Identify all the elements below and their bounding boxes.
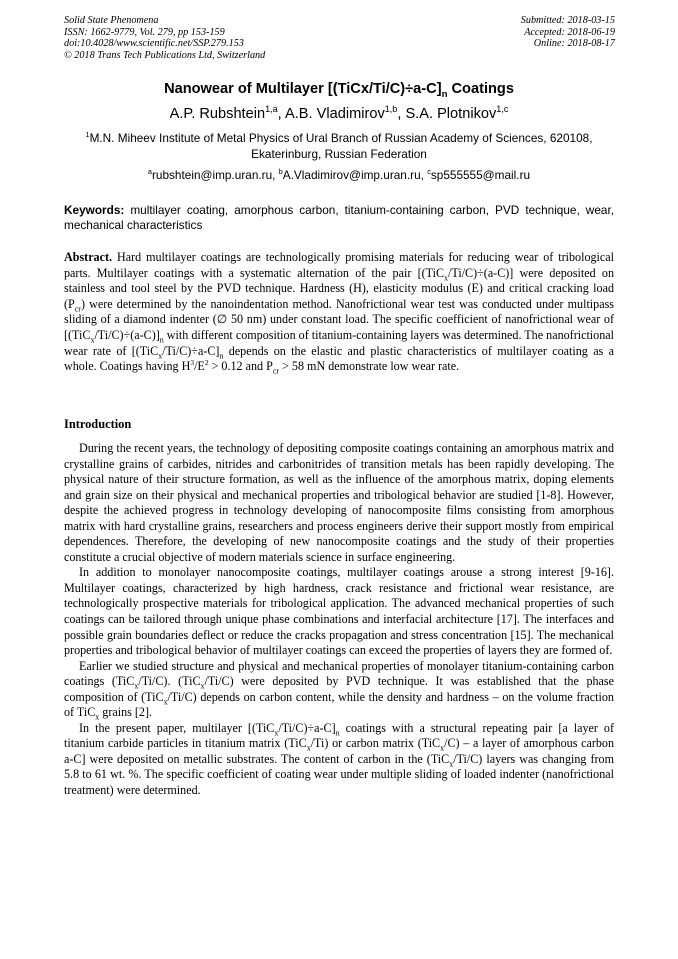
affiliation-mark: 1	[85, 130, 90, 140]
text-run: /Ti/C)÷a-C]	[162, 343, 220, 358]
text-run: /Ti) or carbon matrix (TiC	[310, 736, 441, 751]
paragraph	[64, 659, 614, 721]
subscript: x	[158, 350, 163, 360]
paragraph	[64, 441, 614, 565]
text-run: with different composition of titanium-containing layers was determined. The nanofrictional wear rate of [(TiC	[64, 327, 614, 358]
submitted-date: Submitted: 2018-03-15	[520, 15, 615, 26]
subscript: x	[306, 743, 311, 753]
email-link[interactable]: A.Vladimirov@imp.uran.ru	[282, 168, 421, 182]
keywords-text: multilayer coating, amorphous carbon, titanium-containing carbon, PVD technique, wear, mechanical characteristics	[64, 203, 614, 232]
author-separator: ,	[277, 106, 285, 122]
subscript: cr	[74, 304, 81, 314]
superscript: 3	[190, 358, 195, 368]
text-run: /C) – a layer of amorphous carbon a-C] were deposited on metallic substrates. The content of carbon in the (TiC	[64, 736, 615, 766]
author-name: A.B. Vladimirov	[284, 106, 385, 122]
journal-issn: ISSN: 1662-9779, Vol. 279, pp 153-159	[64, 26, 225, 38]
subscript: n	[159, 335, 164, 345]
author-affiliation-mark: 1,b	[384, 104, 398, 115]
text-run: Hard multilayer coatings are technologically promising materials for reducing wear of tribological parts. Multilayer coatings with a systematic alternation of the pair [(TiC	[64, 250, 614, 280]
subscript: x	[90, 335, 95, 345]
email-mark: c	[427, 167, 431, 177]
text-run: depends on the elastic and plastic characteristics of multilayer coating as a whole. Coatings having H	[64, 343, 614, 374]
title-subscript: n	[441, 88, 448, 100]
abstract	[64, 250, 614, 375]
subscript: x	[440, 743, 445, 753]
text-run: Earlier we studied structure and physical and mechanical properties of monolayer titanium-containing carbon coatings (TiC	[64, 658, 614, 689]
journal-info	[64, 15, 265, 61]
text-run: /Ti/C). (TiC	[138, 674, 201, 689]
email-list: $^a$rubshtein@imp.uran.ru, $^b$A.Vladimirov@imp.uran.ru, $^c$sp555555@mail.ru	[147, 167, 531, 182]
author-affiliation-mark: 1,a	[265, 104, 278, 115]
author-name: S.A. Plotnikov	[405, 106, 497, 122]
section-heading-introduction: Introduction	[64, 417, 132, 431]
email-mark: a	[147, 167, 152, 177]
email-link[interactable]: rubshtein@imp.uran.ru	[151, 168, 273, 182]
subscript: x	[163, 697, 168, 707]
author-name: A.P. Rubshtein	[169, 106, 266, 122]
keywords-label: Keywords:	[64, 203, 125, 217]
online-date: Online: 2018-08-17	[533, 38, 615, 50]
affiliation-text: M.N. Miheev Institute of Metal Physics of Ural Branch of Russian Academy of Sciences, 620108, Ekaterinburg, Russian Federation	[89, 131, 593, 161]
subscript: x	[95, 712, 100, 722]
text-run: /Ti/C) were deposited by PVD technique. It was established that the phase composition of (TiC	[64, 674, 614, 704]
text-run: ) were determined by the nanoindentation method. Nanofrictional wear test was conducted under multipass sliding of a diamond indenter (∅ 50 nm) under constant load. The specific coefficient of nanofrictional wear of [(TiC	[64, 296, 614, 342]
abstract-label: Abstract.	[64, 250, 113, 264]
paper-title	[0, 80, 678, 98]
abstract-body	[64, 250, 614, 376]
text-run: /Ti/C) depends on carbon content, while the density and hardness – on the volume fraction of TiC	[64, 689, 614, 720]
subscript: x	[134, 681, 139, 691]
subscript: x	[444, 273, 449, 282]
keywords	[64, 203, 614, 232]
author-separator: ,	[397, 106, 406, 122]
text-run: In addition to monolayer nanocomposite coatings, multilayer coatings arouse a strong interest [9-16]. Multilayer coatings, characterized by high hardness, crack resistance and frictional wear resistance, are technologically prospective materials for tribological application. The advanced mechanical properties of such coatings can be tailored through unique phase combinations and interfacial architecture [17]. The interfaces and possible grain boundaries deflect or reduce the cracks propagation and stress concentration [15]. The mechanical properties and tribological behavior of multilayer coatings can exceed the properties of layers they are formed of.	[64, 565, 614, 658]
text-run: /Ti/C)÷a-C]	[278, 720, 336, 735]
superscript: 2	[204, 358, 209, 368]
subscript: n	[219, 350, 224, 360]
text-run: grains [2].	[99, 705, 152, 720]
text-run: /Ti/C)÷(a-C)] were deposited on stainless and tool steel by the PVD technique. Hardness (H), elasticity modulus (E) and critical cracking load (P	[64, 265, 614, 311]
text-run: coatings with a structural repeating pair [a layer of titanium carbide particles in titanium matrix (TiC	[64, 720, 614, 751]
author-affiliation-mark: 1,c	[496, 104, 509, 115]
subscript: x	[274, 728, 279, 738]
text-run: /Ti/C) layers was changing from 5.8 to 61 wt. %. The specific coefficient of coating wear under multiple sliding of loaded indenter (nanofrictional treatment) were determined.	[64, 751, 614, 798]
affiliation	[64, 131, 614, 162]
email-mark: b	[278, 167, 283, 177]
journal-name: Solid State Phenomena	[64, 15, 159, 26]
text-run: > 0.12 and P	[208, 359, 273, 374]
title-end: Coatings	[447, 81, 514, 97]
text-run: In the present paper, multilayer [(TiC	[79, 720, 275, 735]
author-list	[0, 105, 678, 123]
text-run: /E	[194, 359, 205, 374]
accepted-date: Accepted: 2018-06-19	[524, 26, 615, 38]
journal-copyright: © 2018 Trans Tech Publications Ltd, Switzerland	[64, 49, 266, 61]
subscript: n	[335, 728, 340, 738]
text-run: > 58 mN demonstrate low wear rate.	[279, 359, 460, 374]
title-main: Nanowear of Multilayer [(TiCx/Ti/C)÷a-C]	[164, 81, 442, 97]
subscript: cr	[272, 366, 280, 376]
journal-doi[interactable]: doi:10.4028/www.scientific.net/SSP.279.153	[64, 38, 244, 50]
subscript: x	[449, 759, 454, 769]
text-run: /Ti/C)÷(a-C)]	[94, 327, 160, 342]
publication-dates	[521, 15, 615, 50]
paragraph	[64, 565, 614, 658]
paragraph	[64, 721, 614, 799]
text-run: During the recent years, the technology of depositing composite coatings containing an amorphous matrix and crystalline grains of carbides, nitrides and carbonitrides of transition metals has been rapidly developing. The physical nature of their structure formation, as well as the influence of the amorphous matrix, doping elements and grain size on their physical and mechanical properties and tribological behavior are studied [1-8]. However, despite the achieved progress in technology developing of nanocomposite films consisting from amorphous matrix with hard crystalline grains, researchers and process engineers derive their support mostly from empirical dependences. Therefore, the developing of new nanocomposite coatings and the study of their properties constitute a crucial objective of modern materials science in surface engineering.	[64, 441, 614, 564]
subscript: x	[200, 681, 205, 691]
email-link[interactable]: sp555555@mail.ru	[430, 168, 531, 182]
introduction-body	[64, 441, 614, 799]
